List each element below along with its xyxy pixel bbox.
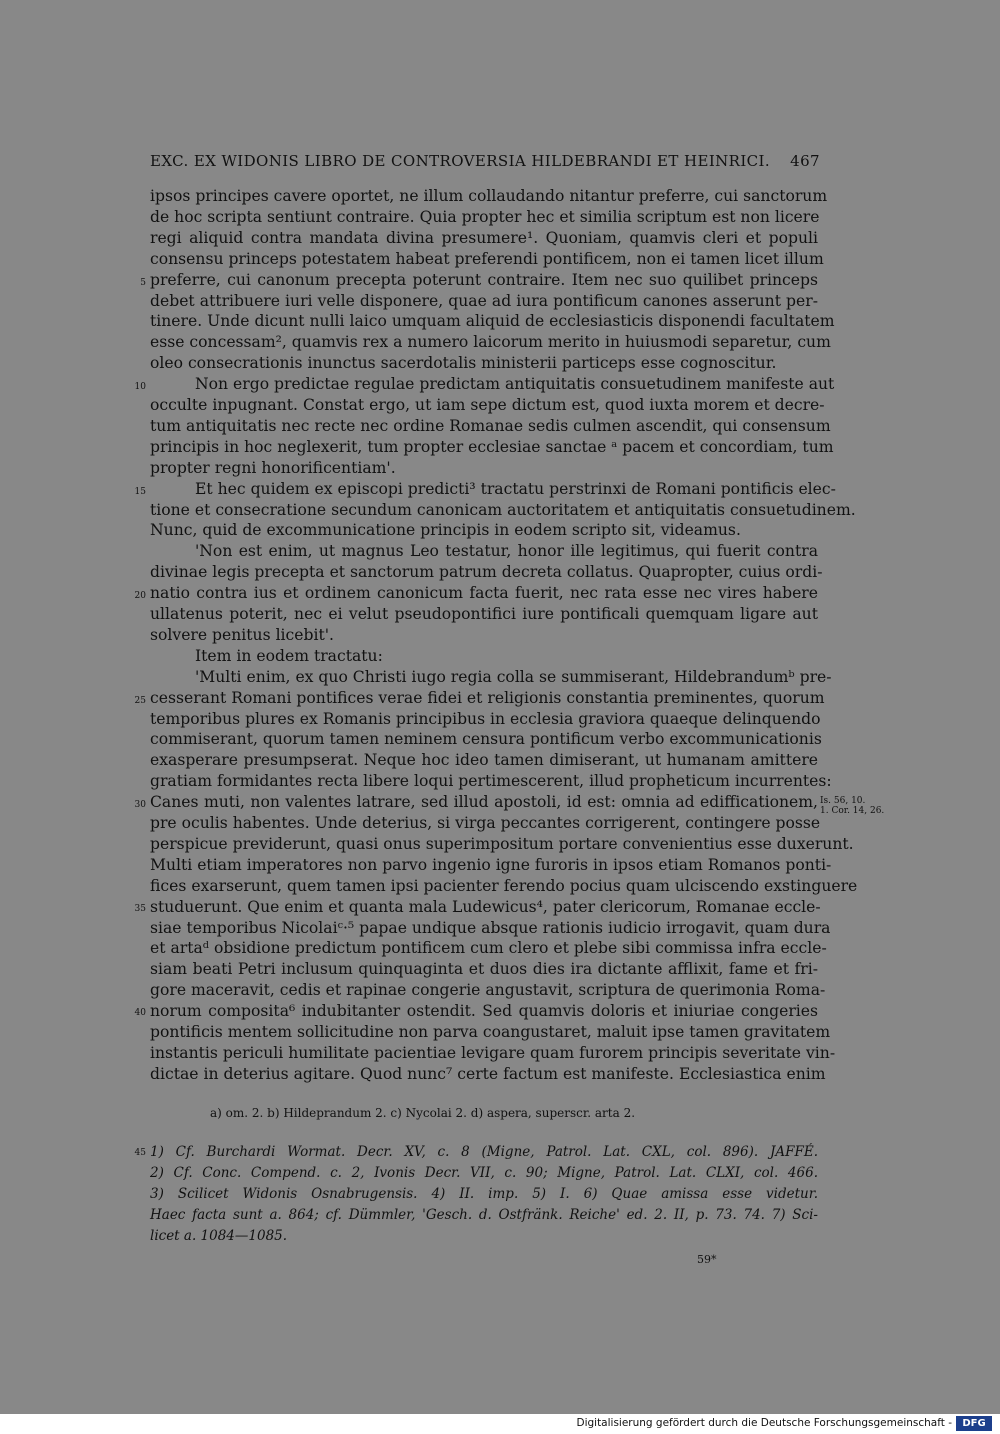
text-line: Item in eodem tractatu:	[195, 646, 383, 665]
text-line: dictae in deterius agitare. Quod nunc⁷ certe factum est manifeste. Ecclesiastica enim	[150, 1064, 826, 1083]
text-line: de hoc scripta sentiunt contraire. Quia propter hec et similia scriptum est non licere	[150, 207, 820, 226]
critical-apparatus: a) om. 2. b) Hildeprandum 2. c) Nycolai 2. d) aspera, superscr. arta 2.	[210, 1106, 636, 1120]
line-number: 40	[134, 1008, 146, 1018]
text-line: 'Multi enim, ex quo Christi iugo regia colla se summiserant, Hildebrandumᵇ pre-	[195, 667, 832, 686]
page-number: 467	[790, 152, 820, 170]
text-line: gore maceravit, cedis et rapinae congerie angustavit, scriptura de querimonia Roma-	[150, 981, 826, 1000]
line-number: 15	[134, 487, 146, 497]
footnote-line: Haec facta sunt a. 864; cf. Dümmler, 'Gesch. d. Ostfränk. Reiche' ed. 2. II, p. 73. 74. 7) Sci-	[150, 1207, 818, 1223]
margin-note-line: Is. 56, 10.	[820, 796, 866, 806]
text-line: tum antiquitatis nec recte nec ordine Romanae sedis culmen ascendit, qui consensum	[150, 416, 831, 435]
text-line: fices exarserunt, quem tamen ipsi pacienter ferendo pocius quam ulciscendo exstinguere	[150, 876, 858, 895]
text-line: natio contra ius et ordinem canonicum facta fuerit, nec rata esse nec vires habere	[150, 584, 818, 603]
text-line: Canes muti, non valentes latrare, sed illud apostoli, id est: omnia ad edifficationem,	[150, 793, 818, 812]
margin-note-line: 1. Cor. 14, 26.	[820, 806, 885, 816]
line-number: 35	[134, 904, 146, 914]
text-line: Et hec quidem ex episcopi predicti³ tractatu perstrinxi de Romani pontificis elec-	[195, 479, 836, 498]
text-line: debet attribuere iuri velle disponere, quae ad iura pontificum canones asserunt per-	[150, 291, 818, 310]
text-line: Nunc, quid de excommunicatione principis in eodem scripto sit, videamus.	[150, 521, 741, 540]
text-line: Multi etiam imperatores non parvo ingenio igne furoris in ipsos etiam Romanos ponti-	[150, 855, 832, 874]
text-line: exasperare presumpserat. Neque hoc ideo tamen dimiserant, ut humanam amittere	[150, 751, 818, 770]
funding-notice: Digitalisierung gefördert durch die Deutsche Forschungsgemeinschaft -	[576, 1417, 952, 1429]
text-line: regi aliquid contra mandata divina presumere¹. Quoniam, quamvis cleri et populi	[150, 228, 818, 247]
text-line: temporibus plures ex Romanis principibus in ecclesia graviora quaeque delinquendo	[150, 709, 821, 728]
line-number: 20	[134, 591, 146, 601]
signature-mark: 59*	[697, 1253, 717, 1266]
text-line: Non ergo predictae regulae predictam antiquitatis consuetudinem manifeste aut	[195, 375, 835, 394]
text-line: preferre, cui canonum precepta poterunt contraire. Item nec suo quilibet princeps	[150, 270, 818, 289]
text-line: commiserant, quorum tamen neminem censura pontificum verbo excommunicationis	[150, 730, 822, 749]
text-line: tione et consecratione secundum canonicam auctoritatem et antiquitatis consuetudinem.	[150, 500, 856, 519]
text-line: consensu princeps potestatem habeat preferendi pontificem, non ei tamen licet illum	[150, 249, 824, 268]
text-line: perspicue previderunt, quasi onus superimpositum portare convenientius esse duxerunt.	[150, 834, 854, 853]
header-title: EXC. EX WIDONIS LIBRO DE CONTROVERSIA HILDEBRANDI ET HEINRICI.	[150, 152, 771, 170]
text-line: siae temporibus Nicolaiᶜ·⁵ papae undique absque rationis iudicio irrogavit, quam dura	[150, 918, 831, 937]
margin-note	[820, 796, 884, 816]
text-line: propter regni honorificentiam'.	[150, 458, 396, 477]
text-line: pontificis mentem sollicitudine non parva coangustaret, maluit ipse tamen gravitatem	[150, 1023, 831, 1041]
footer-bar	[0, 1414, 1000, 1434]
text-line: studuerunt. Que enim et quanta mala Ludewicus⁴, pater clericorum, Romanae eccle-	[150, 897, 821, 916]
text-line: solvere penitus licebit'.	[150, 625, 334, 644]
text-line: principis in hoc neglexerit, tum propter ecclesiae sanctae ᵃ pacem et concordiam, tum	[150, 437, 834, 456]
text-line: cesserant Romani pontifices verae fidei et religionis constantia preminentes, quorum	[150, 688, 825, 707]
text-line: 'Non est enim, ut magnus Leo testatur, honor ille legitimus, qui fuerit contra	[195, 542, 818, 561]
text-line: oleo consecrationis inunctus sacerdotalis ministerii particeps esse cognoscitur.	[150, 354, 777, 373]
footnote-line: licet a. 1084—1085.	[150, 1228, 288, 1244]
footnote-line: 1) Cf. Burchardi Wormat. Decr. XV, c. 8 (Migne, Patrol. Lat. CXL, col. 896). JAFFÉ.	[150, 1144, 818, 1160]
text-line: siam beati Petri inclusum quinquaginta et duos dies ira dictante afflixit, fame et fri-	[150, 960, 818, 979]
text-line: instantis periculi humilitate pacientiae levigare quam furorem principis severitate vin-	[150, 1043, 836, 1062]
text-line: divinae legis precepta et sanctorum patrum decreta collatus. Quapropter, cuius ordi-	[150, 563, 823, 582]
text-line: esse concessam², quamvis rex a numero laicorum merito in huiusmodi separetur, cum	[150, 333, 831, 352]
text-line: tinere. Unde dicunt nulli laico umquam aliquid de ecclesiasticis disponendi facultatem	[150, 312, 835, 331]
line-number: 45	[134, 1148, 146, 1158]
text-line: pre oculis habentes. Unde deterius, si virga peccantes corrigerent, contingere posse	[150, 814, 821, 832]
text-line: ipsos principes cavere oportet, ne illum collaudando nitantur preferre, cui sanctorum	[150, 187, 828, 205]
footnote-line: 3) Scilicet Widonis Osnabrugensis. 4) II. imp. 5) I. 6) Quae amissa esse videtur.	[150, 1186, 818, 1202]
line-number: 10	[134, 382, 146, 392]
text-line: occulte inpugnant. Constat ergo, ut iam sepe dictum est, quod iuxta morem et decre-	[150, 396, 825, 414]
dfg-logo: DFG	[956, 1416, 992, 1431]
text-line: norum composita⁶ indubitanter ostendit. Sed quamvis doloris et iniuriae congeries	[150, 1002, 818, 1021]
line-number: 25	[134, 696, 146, 706]
line-number: 5	[140, 278, 146, 288]
running-head	[150, 152, 820, 170]
text-line: gratiam formidantes recta libere loqui pertimescerent, illud propheticum incurrentes:	[150, 772, 832, 791]
text-line: ullatenus poterit, nec ei velut pseudopontifici iure pontificali quemquam ligare aut	[150, 605, 818, 623]
text-line: et artaᵈ obsidione predictum pontificem cum clero et plebe sibi commissa infra eccle-	[150, 939, 827, 958]
line-number: 30	[134, 800, 146, 810]
footnote-line: 2) Cf. Conc. Compend. c. 2, Ivonis Decr. VII, c. 90; Migne, Patrol. Lat. CLXI, col. 466.	[150, 1165, 818, 1181]
